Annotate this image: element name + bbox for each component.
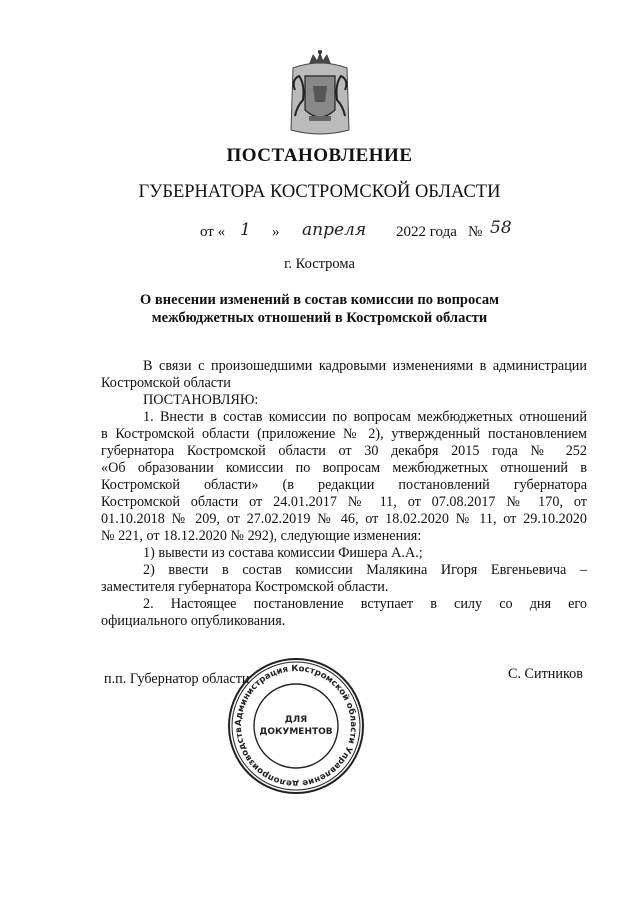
stamp-center-line-2: ДОКУМЕНТОВ <box>259 727 333 737</box>
official-stamp <box>226 656 366 796</box>
date-quote-close: » <box>272 224 280 240</box>
date-line <box>200 218 540 246</box>
body-line: в Костромской области (приложение № 2), утвержденный постановлением <box>101 426 587 442</box>
body-line: губернатора Костромской области от 30 декабря 2015 года № 252 <box>101 443 587 459</box>
signature-position: п.п. Губернатор области <box>104 671 250 687</box>
document-title: ПОСТАНОВЛЕНИЕ <box>226 145 413 166</box>
date-prefix: от « <box>200 224 226 240</box>
city-line: г. Кострома <box>284 256 355 272</box>
body-line: 1. Внести в состав комиссии по вопросам межбюджетных отношений <box>143 409 587 425</box>
stamp-ring-text: Администрация Костромской области Управление делопроизводств <box>233 663 359 789</box>
heading-line-2: межбюджетных отношений в Костромской области <box>151 310 488 326</box>
body-line: 01.10.2018 № 209, от 27.02.2019 № 46, от 18.02.2020 № 11, от 29.10.2020 <box>101 511 587 527</box>
sub-item-2: 2) ввести в состав комиссии Малякина Игоря Евгеньевича – <box>143 562 587 578</box>
signature-name: С. Ситников <box>508 666 583 682</box>
body-line: официального опубликования. <box>101 613 286 629</box>
body-line: «Об образовании комиссии по вопросам межбюджетных отношений в <box>101 460 587 476</box>
heading-line-1: О внесении изменений в состав комиссии по вопросам <box>140 292 499 308</box>
sub-item-1: 1) вывести из состава комиссии Фишера А.А.; <box>143 545 423 561</box>
body-line: № 221, от 18.12.2020 № 292), следующие изменения: <box>101 528 422 544</box>
document-number-handwritten: 58 <box>490 218 512 238</box>
body-line: Костромской области от 24.01.2017 № 11, от 07.08.2017 № 170, от <box>101 494 587 510</box>
decree-word: ПОСТАНОВЛЯЮ: <box>143 392 259 408</box>
body-line: В связи с произошедшими кадровыми изменениями в администрации <box>143 358 587 374</box>
coat-of-arms-emblem <box>287 50 353 138</box>
date-month-handwritten: апреля <box>302 220 367 240</box>
date-day-handwritten: 1 <box>240 220 251 240</box>
number-sign: № <box>468 224 483 240</box>
document-body <box>101 358 587 630</box>
item-2: 2. Настоящее постановление вступает в силу со дня его <box>143 596 587 612</box>
date-year: 2022 года <box>396 224 457 240</box>
document-heading <box>0 291 639 327</box>
stamp-center-line-1: ДЛЯ <box>284 715 308 725</box>
body-line: Костромской области» (в редакции постановлений губернатора <box>101 477 587 493</box>
body-line: заместителя губернатора Костромской области. <box>101 579 389 595</box>
document-subtitle: ГУБЕРНАТОРА КОСТРОМСКОЙ ОБЛАСТИ <box>138 182 501 202</box>
body-line: Костромской области <box>101 375 231 391</box>
